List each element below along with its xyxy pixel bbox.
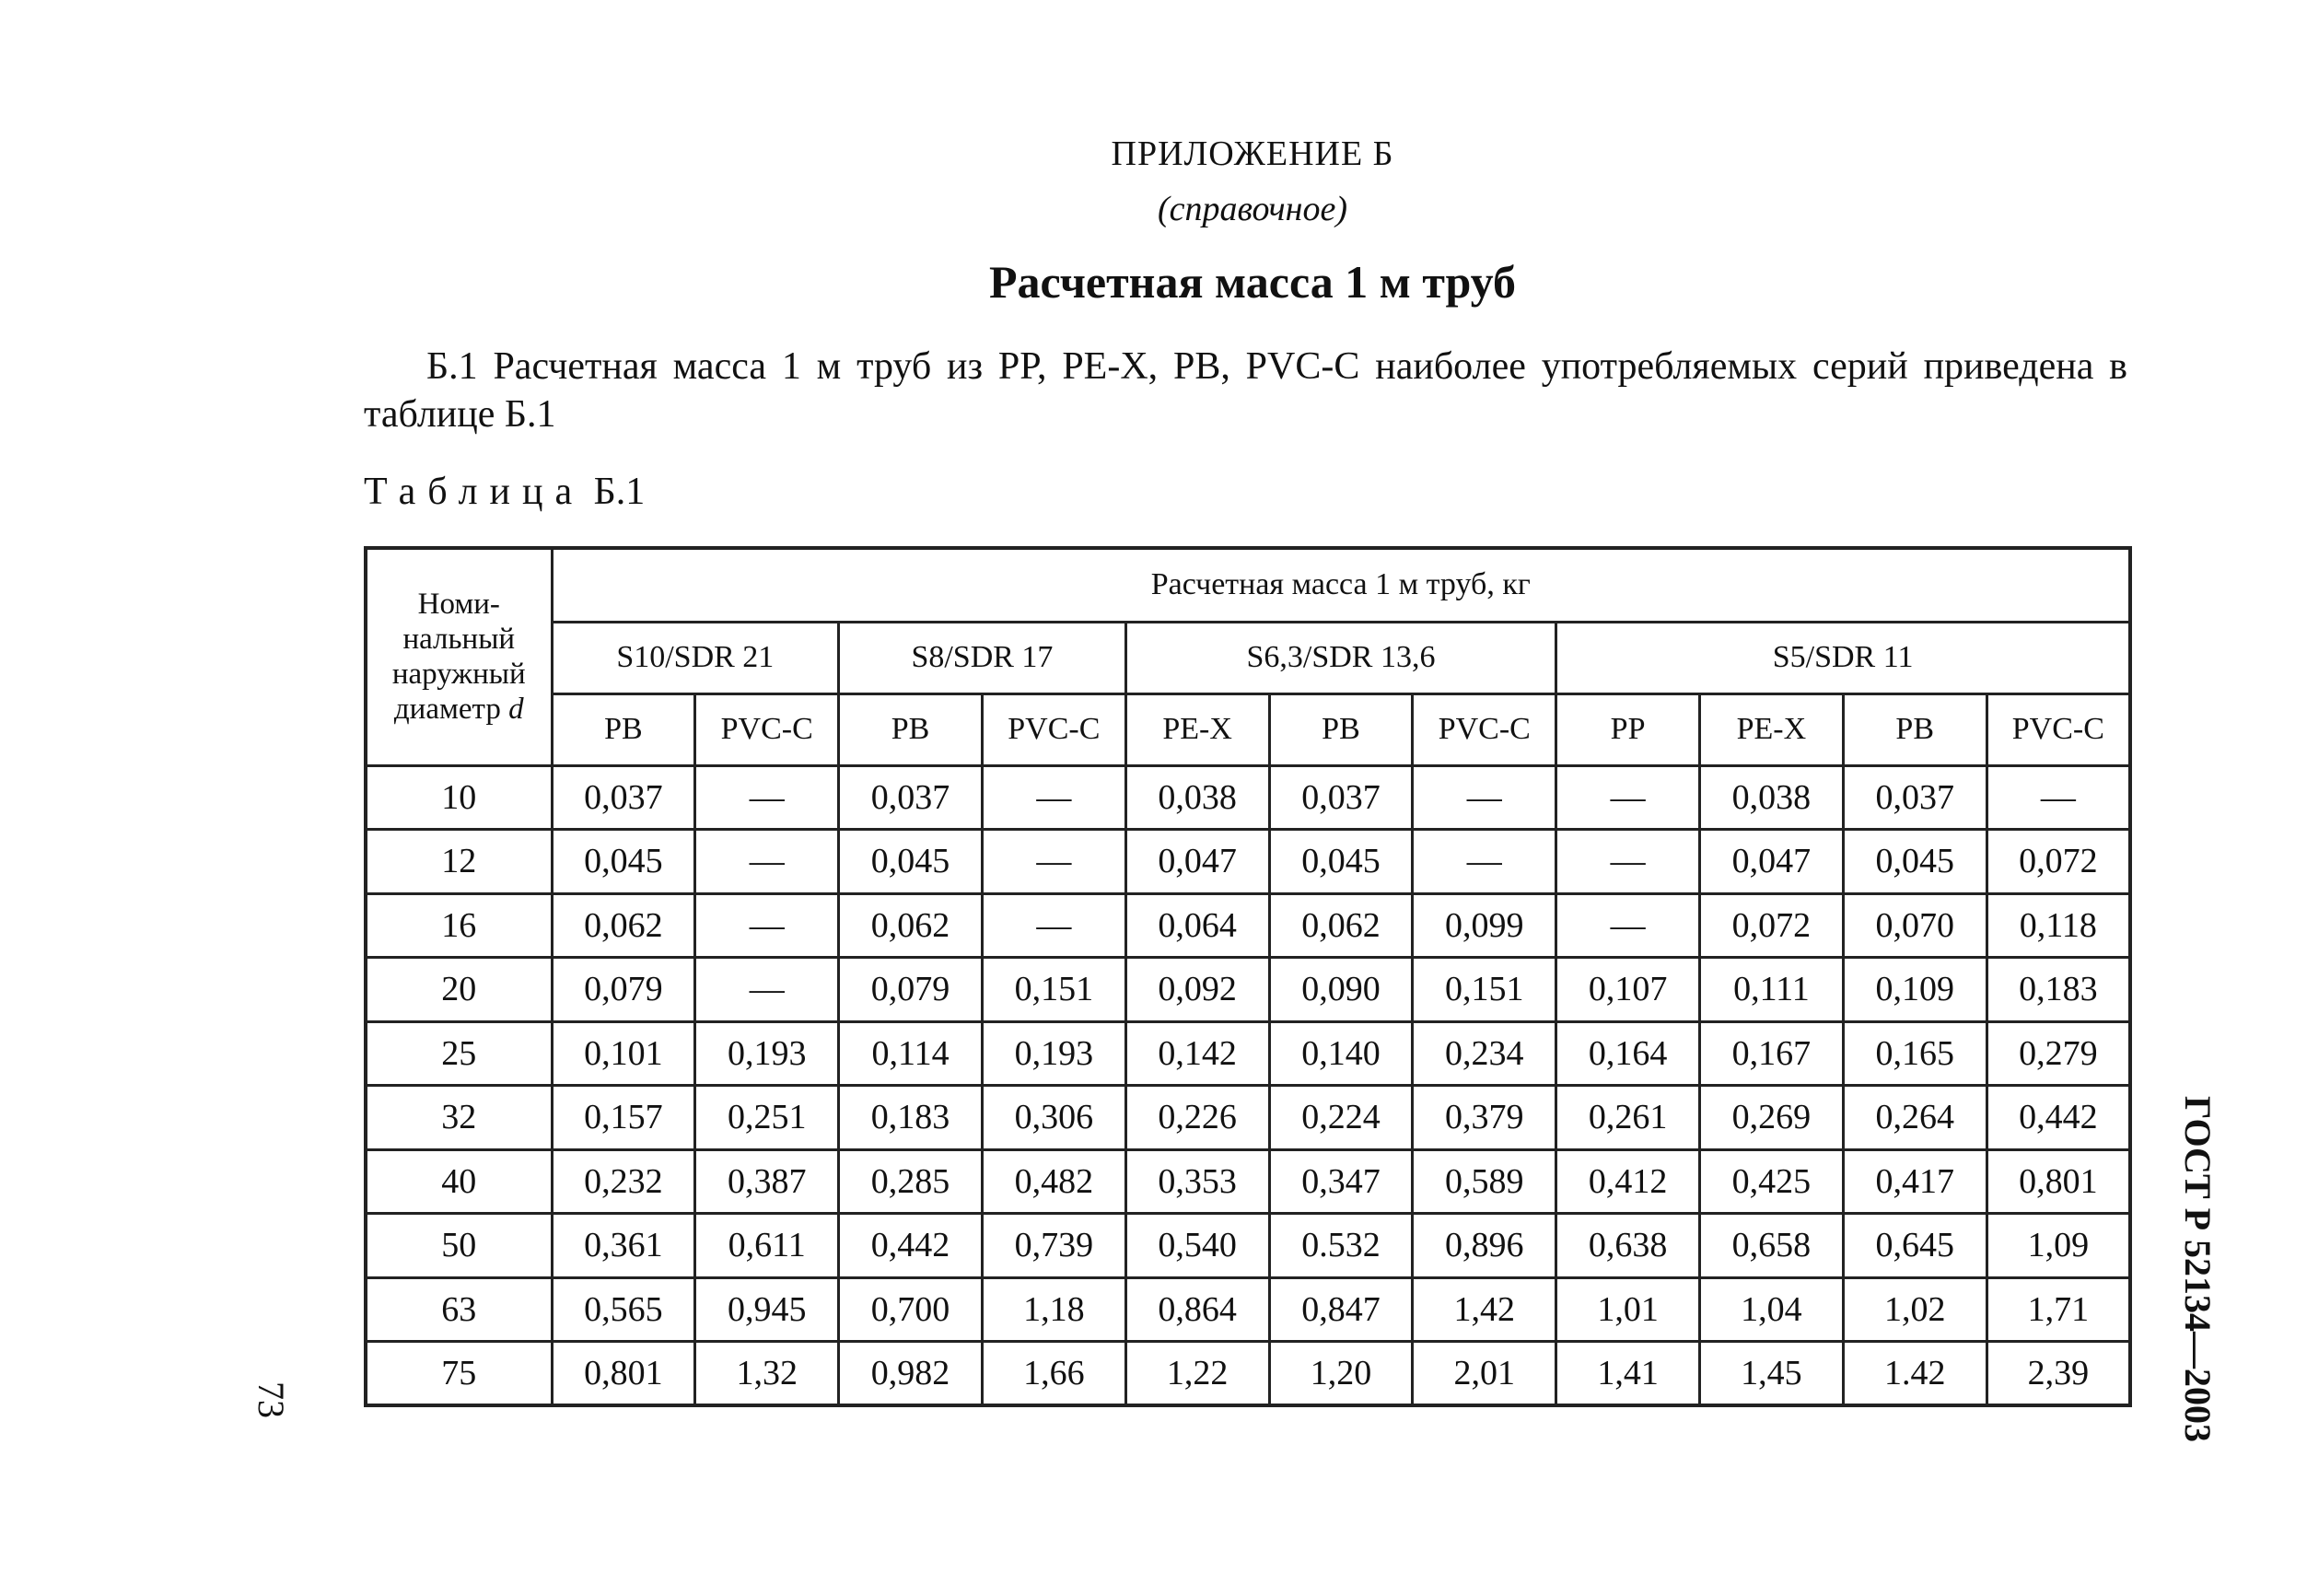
mass-cell: — xyxy=(982,893,1125,958)
mass-cell: 0,142 xyxy=(1125,1021,1269,1086)
mass-cell: 0,347 xyxy=(1269,1149,1413,1214)
mass-cell: 0,801 xyxy=(552,1342,695,1406)
pipe-mass-table xyxy=(364,546,2132,1407)
mass-cell: 0,589 xyxy=(1413,1149,1556,1214)
mass-cell: 0.532 xyxy=(1269,1214,1413,1278)
mass-cell: 0,062 xyxy=(839,893,983,958)
mass-cell: 0,037 xyxy=(839,765,983,830)
mass-cell: 0,251 xyxy=(695,1086,839,1150)
diameter-header-line: наружный xyxy=(391,658,526,692)
mass-cell: 0,945 xyxy=(695,1277,839,1342)
material-header: PP xyxy=(1556,693,1700,765)
appendix-note: (справочное) xyxy=(1157,190,1348,228)
material-header: PVC-C xyxy=(1413,693,1556,765)
mass-cell: 1,32 xyxy=(695,1342,839,1406)
mass-cell: 1,41 xyxy=(1556,1342,1700,1406)
mass-cell: 0,167 xyxy=(1700,1021,1844,1086)
material-header: PB xyxy=(552,693,695,765)
mass-cell: 0,109 xyxy=(1843,958,1987,1022)
material-header: PE-X xyxy=(1125,693,1269,765)
mass-cell: — xyxy=(982,765,1125,830)
mass-cell: 0,638 xyxy=(1556,1214,1700,1278)
mass-cell: 0,379 xyxy=(1413,1086,1556,1150)
mass-cell: 0,739 xyxy=(982,1214,1125,1278)
diameter-header-line: диаметр xyxy=(393,693,501,727)
mass-cell: 1,18 xyxy=(982,1277,1125,1342)
table-row xyxy=(366,1342,2130,1406)
mass-cell: 0,183 xyxy=(839,1086,983,1150)
table-row xyxy=(366,1086,2130,1150)
mass-cell: 0,801 xyxy=(1987,1149,2130,1214)
page-title: Расчетная масса 1 м труб xyxy=(989,256,1516,308)
mass-cell: 1,22 xyxy=(1125,1342,1269,1406)
table-row xyxy=(366,1021,2130,1086)
mass-cell: — xyxy=(695,765,839,830)
mass-cell: 0,151 xyxy=(982,958,1125,1022)
table-caption-number: Б.1 xyxy=(593,471,646,513)
mass-cell: 0,645 xyxy=(1843,1214,1987,1278)
mass-cell: 0,164 xyxy=(1556,1021,1700,1086)
table-row xyxy=(366,765,2130,830)
table-caption xyxy=(364,470,645,514)
mass-cell: — xyxy=(1556,765,1700,830)
diameter-symbol: d xyxy=(508,693,524,727)
mass-cell: 0,064 xyxy=(1125,893,1269,958)
mass-cell: — xyxy=(695,830,839,894)
mass-cell: 0,157 xyxy=(552,1086,695,1150)
mass-cell: 0,037 xyxy=(1843,765,1987,830)
table-header xyxy=(366,548,2130,765)
table-body xyxy=(366,765,2130,1405)
diameter-cell: 12 xyxy=(366,830,552,894)
table-row xyxy=(366,830,2130,894)
mass-cell: 1,42 xyxy=(1413,1277,1556,1342)
mass-cell: 0,072 xyxy=(1700,893,1844,958)
mass-cell: 0,193 xyxy=(982,1021,1125,1086)
mass-cell: 1.42 xyxy=(1843,1342,1987,1406)
table-row xyxy=(366,1149,2130,1214)
mass-cell: 0,565 xyxy=(552,1277,695,1342)
mass-cell: 0,062 xyxy=(1269,893,1413,958)
mass-cell: 0,982 xyxy=(839,1342,983,1406)
series-header: S10/SDR 21 xyxy=(552,622,839,693)
mass-cell: 0,896 xyxy=(1413,1214,1556,1278)
intro-paragraph: Б.1 Расчетная масса 1 м труб из PP, PE-X, PB, PVC-C наиболее употребляемых серий приведена в таблице Б.1 xyxy=(364,345,2127,436)
mass-cell: 0,101 xyxy=(552,1021,695,1086)
mass-cell: 1,20 xyxy=(1269,1342,1413,1406)
diameter-cell: 63 xyxy=(366,1277,552,1342)
mass-cell: 1,45 xyxy=(1700,1342,1844,1406)
mass-cell: — xyxy=(1413,830,1556,894)
mass-cell: 0,047 xyxy=(1125,830,1269,894)
mass-cell: — xyxy=(1987,765,2130,830)
mass-cell: 0,193 xyxy=(695,1021,839,1086)
mass-cell: 0,361 xyxy=(552,1214,695,1278)
mass-cell: 0,658 xyxy=(1700,1214,1844,1278)
mass-cell: 0,285 xyxy=(839,1149,983,1214)
mass-cell: 0,417 xyxy=(1843,1149,1987,1214)
diameter-header xyxy=(366,548,552,765)
diameter-cell: 40 xyxy=(366,1149,552,1214)
mass-cell: 0,079 xyxy=(552,958,695,1022)
page-number: 73 xyxy=(251,1381,292,1418)
material-header: PVC-C xyxy=(982,693,1125,765)
mass-cell: — xyxy=(1556,830,1700,894)
mass-cell: 0,226 xyxy=(1125,1086,1269,1150)
mass-cell: 1,01 xyxy=(1556,1277,1700,1342)
mass-cell: — xyxy=(695,893,839,958)
mass-cell: 0,072 xyxy=(1987,830,2130,894)
mass-cell: 1,66 xyxy=(982,1342,1125,1406)
mass-cell: 0,151 xyxy=(1413,958,1556,1022)
mass-cell: 0,099 xyxy=(1413,893,1556,958)
series-header-row xyxy=(366,622,2130,693)
mass-cell: 0,425 xyxy=(1700,1149,1844,1214)
mass-cell: 0,092 xyxy=(1125,958,1269,1022)
mass-cell: 0,412 xyxy=(1556,1149,1700,1214)
diameter-cell: 10 xyxy=(366,765,552,830)
mass-cell: 0,140 xyxy=(1269,1021,1413,1086)
mass-cell: 0,306 xyxy=(982,1086,1125,1150)
table-row xyxy=(366,1214,2130,1278)
mass-cell: 0,047 xyxy=(1700,830,1844,894)
material-header: PB xyxy=(839,693,983,765)
mass-cell: — xyxy=(1556,893,1700,958)
mass-cell: 0,079 xyxy=(839,958,983,1022)
diameter-cell: 25 xyxy=(366,1021,552,1086)
mass-cell: 0,165 xyxy=(1843,1021,1987,1086)
series-header: S8/SDR 17 xyxy=(839,622,1126,693)
mass-cell: 1,02 xyxy=(1843,1277,1987,1342)
mass-cell: — xyxy=(695,958,839,1022)
table-caption-word: Таблица xyxy=(364,471,585,513)
mass-cell: — xyxy=(982,830,1125,894)
mass-cell: 0,847 xyxy=(1269,1277,1413,1342)
mass-cell: 2,01 xyxy=(1413,1342,1556,1406)
material-header: PB xyxy=(1269,693,1413,765)
mass-cell: 0,269 xyxy=(1700,1086,1844,1150)
mass-cell: 0,232 xyxy=(552,1149,695,1214)
mass-cell: 0,611 xyxy=(695,1214,839,1278)
mass-cell: 0,045 xyxy=(1269,830,1413,894)
material-header: PVC-C xyxy=(695,693,839,765)
mass-cell: 0,111 xyxy=(1700,958,1844,1022)
table-row xyxy=(366,958,2130,1022)
mass-cell: 0,183 xyxy=(1987,958,2130,1022)
mass-cell: 1,04 xyxy=(1700,1277,1844,1342)
mass-cell: 0,700 xyxy=(839,1277,983,1342)
diameter-header-line: Номи- xyxy=(417,588,500,622)
mass-cell: 0,045 xyxy=(839,830,983,894)
mass-cell: 0,442 xyxy=(1987,1086,2130,1150)
diameter-cell: 50 xyxy=(366,1214,552,1278)
mass-cell: 0,264 xyxy=(1843,1086,1987,1150)
mass-cell: 0,038 xyxy=(1700,765,1844,830)
mass-cell: 1,09 xyxy=(1987,1214,2130,1278)
mass-cell: 0,045 xyxy=(1843,830,1987,894)
diameter-cell: 75 xyxy=(366,1342,552,1406)
mass-cell: 0,118 xyxy=(1987,893,2130,958)
diameter-cell: 16 xyxy=(366,893,552,958)
mass-cell: 0,045 xyxy=(552,830,695,894)
mass-cell: — xyxy=(1413,765,1556,830)
mass-cell: 0,062 xyxy=(552,893,695,958)
diameter-cell: 32 xyxy=(366,1086,552,1150)
mass-cell: 1,71 xyxy=(1987,1277,2130,1342)
standard-code: ГОСТ Р 52134—2003 xyxy=(2177,1096,2219,1443)
mass-cell: 0,224 xyxy=(1269,1086,1413,1150)
mass-cell: 0,482 xyxy=(982,1149,1125,1214)
mass-cell: 0,442 xyxy=(839,1214,983,1278)
material-header: PE-X xyxy=(1700,693,1844,765)
series-header: S6,3/SDR 13,6 xyxy=(1125,622,1555,693)
mass-cell: 0,038 xyxy=(1125,765,1269,830)
mass-cell: 0,387 xyxy=(695,1149,839,1214)
table-row xyxy=(366,1277,2130,1342)
diameter-header-line: нальный xyxy=(402,623,516,657)
mass-cell: 0,114 xyxy=(839,1021,983,1086)
mass-cell: 0,037 xyxy=(552,765,695,830)
material-header: PVC-C xyxy=(1987,693,2130,765)
table-row xyxy=(366,893,2130,958)
mass-cell: 0,540 xyxy=(1125,1214,1269,1278)
mass-cell: 0,090 xyxy=(1269,958,1413,1022)
mass-cell: 0,234 xyxy=(1413,1021,1556,1086)
material-header: PB xyxy=(1843,693,1987,765)
mass-cell: 0,864 xyxy=(1125,1277,1269,1342)
diameter-cell: 20 xyxy=(366,958,552,1022)
mass-cell: 0,353 xyxy=(1125,1149,1269,1214)
mass-cell: 0,261 xyxy=(1556,1086,1700,1150)
material-header-row xyxy=(366,693,2130,765)
series-header: S5/SDR 11 xyxy=(1556,622,2130,693)
mass-cell: 0,037 xyxy=(1269,765,1413,830)
mass-cell: 0,107 xyxy=(1556,958,1700,1022)
mass-cell: 0,279 xyxy=(1987,1021,2130,1086)
appendix-label: ПРИЛОЖЕНИЕ Б xyxy=(1111,134,1394,173)
mass-cell: 2,39 xyxy=(1987,1342,2130,1406)
mass-main-header: Расчетная масса 1 м труб, кг xyxy=(552,548,2130,622)
mass-cell: 0,070 xyxy=(1843,893,1987,958)
